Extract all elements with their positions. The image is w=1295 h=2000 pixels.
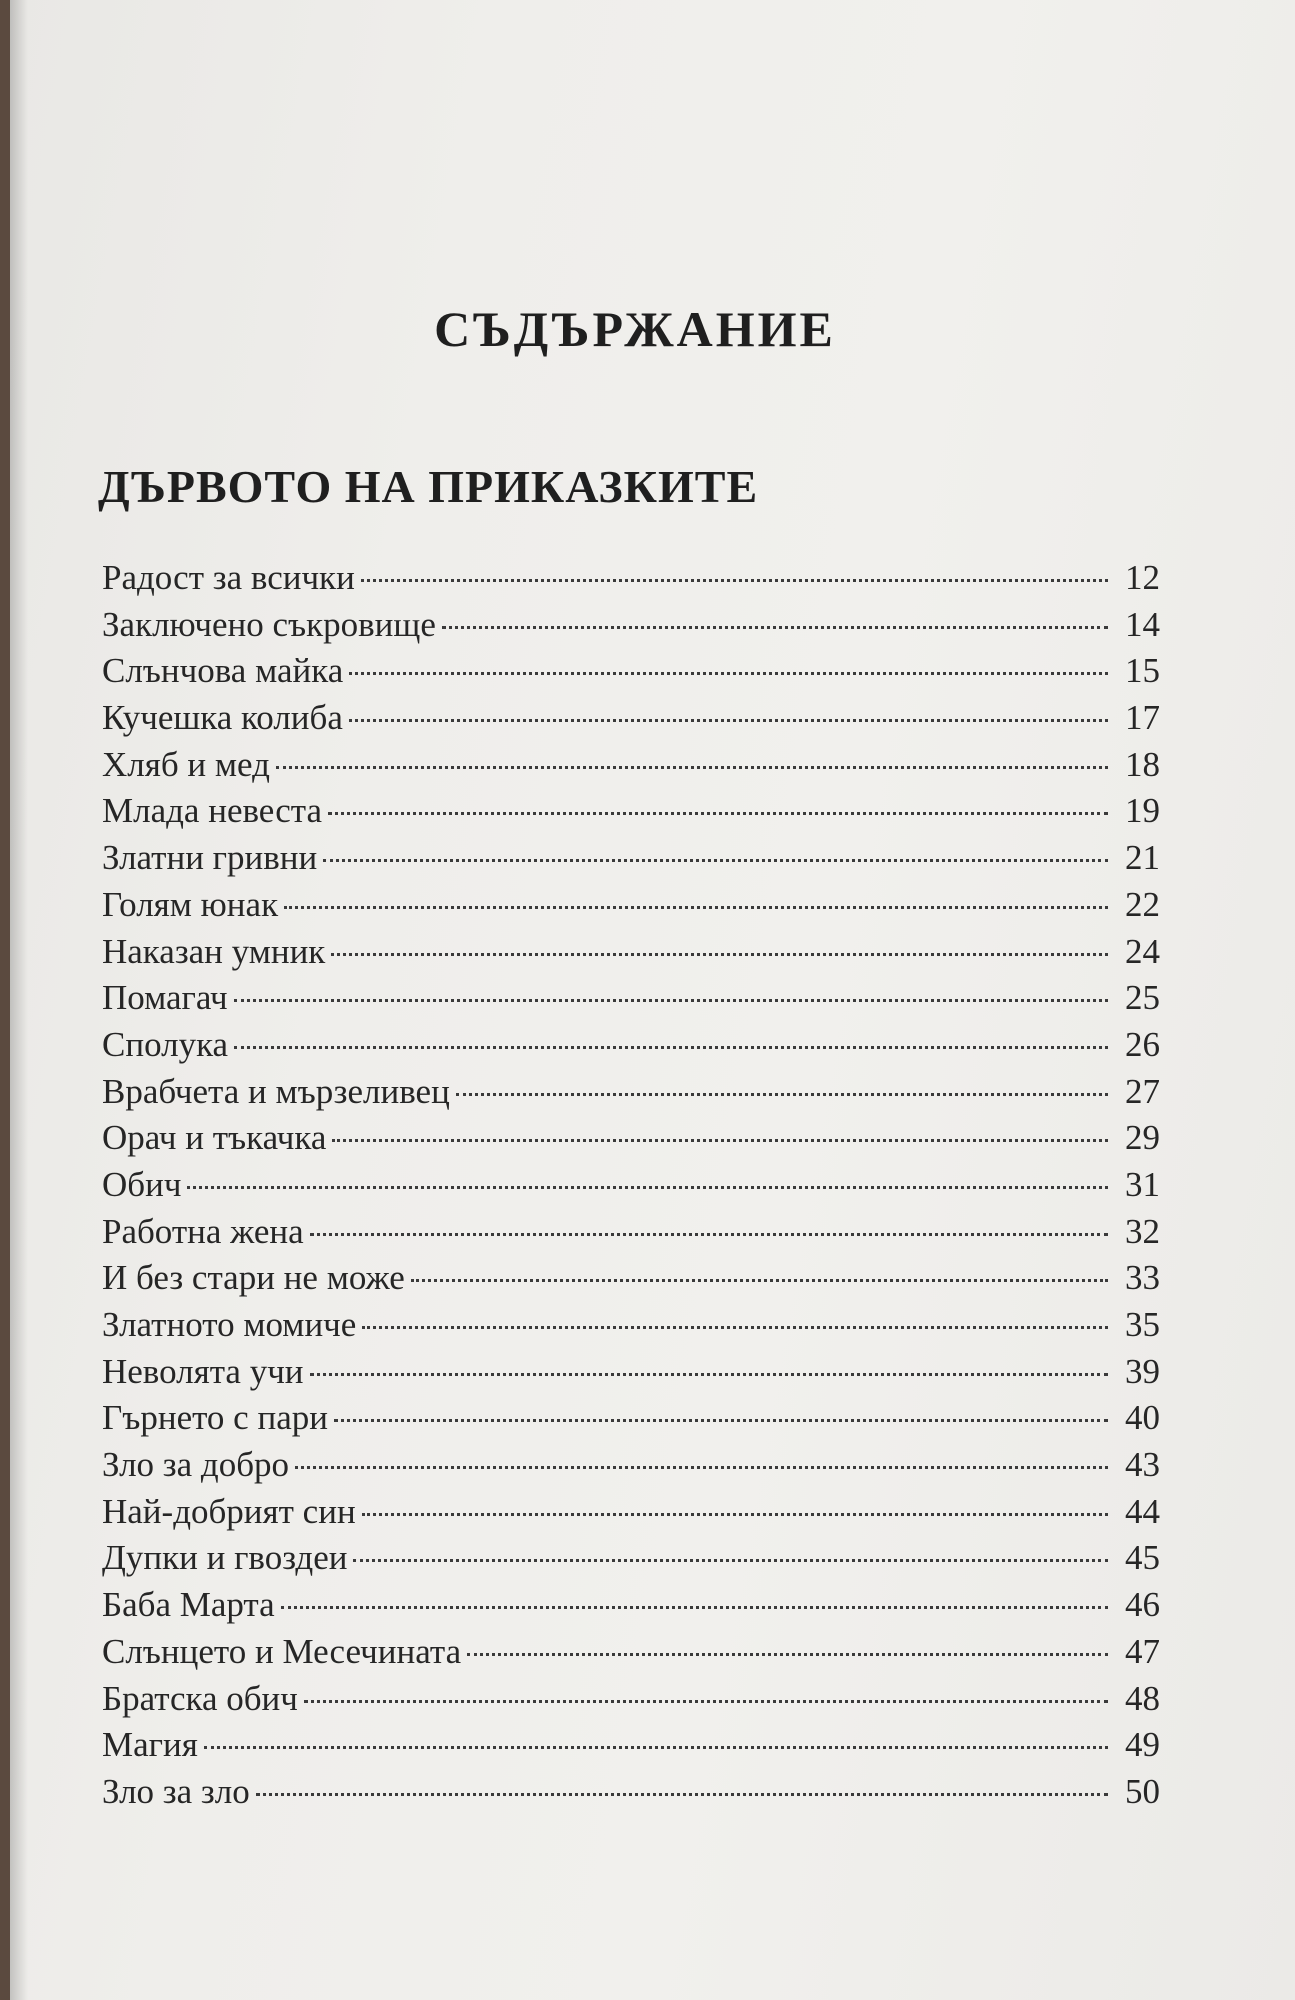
toc-entry [102, 1305, 1160, 1352]
toc-entry-title: Голям юнак [102, 884, 279, 924]
dot-leader [334, 1419, 1108, 1422]
table-of-contents [102, 558, 1160, 1819]
dot-leader [332, 1139, 1108, 1142]
dot-leader [456, 1093, 1108, 1096]
toc-entry [102, 1398, 1160, 1445]
section-title: ДЪРВОТО НА ПРИКАЗКИТЕ [98, 461, 759, 512]
toc-entry-page-number: 50 [1125, 1771, 1160, 1811]
toc-entry-title: Радост за всички [102, 558, 355, 597]
toc-entry [102, 978, 1160, 1025]
dot-leader [276, 766, 1108, 769]
toc-entry [102, 1492, 1160, 1539]
toc-entry-page-number: 43 [1125, 1445, 1160, 1485]
dot-leader [411, 1279, 1108, 1282]
toc-entry-title: Златни гривни [102, 838, 318, 878]
toc-entry-title: Хляб и мед [102, 744, 270, 784]
dot-leader [331, 953, 1108, 956]
toc-entry-page-number: 48 [1125, 1678, 1160, 1718]
toc-entry-page-number: 45 [1125, 1538, 1160, 1578]
toc-entry [102, 1445, 1160, 1492]
toc-entry [102, 1025, 1160, 1072]
toc-entry [102, 605, 1160, 652]
toc-entry-page-number: 32 [1125, 1211, 1160, 1251]
dot-leader [442, 626, 1108, 629]
dot-leader [361, 579, 1108, 582]
dot-leader [284, 906, 1108, 909]
toc-entry-page-number: 21 [1125, 838, 1160, 878]
toc-entry-page-number: 33 [1125, 1258, 1160, 1298]
toc-entry [102, 1725, 1160, 1772]
toc-entry [102, 1632, 1160, 1679]
toc-entry-page-number: 44 [1125, 1491, 1160, 1531]
toc-entry-title: Баба Марта [102, 1585, 275, 1625]
toc-entry-title: Магия [102, 1725, 198, 1765]
toc-entry-title: Зло за добро [102, 1445, 290, 1485]
toc-entry-page-number: 46 [1125, 1585, 1160, 1625]
toc-entry-page-number: 29 [1125, 1118, 1160, 1158]
toc-entry-title: Млада невеста [102, 791, 322, 831]
dot-leader [467, 1653, 1108, 1656]
dot-leader [349, 719, 1108, 722]
dot-leader [304, 1700, 1108, 1703]
toc-entry-title: Заключено съкровище [102, 604, 436, 644]
dot-leader [349, 672, 1108, 675]
toc-entry-page-number: 26 [1125, 1024, 1160, 1064]
toc-entry-title: Кучешка колиба [102, 698, 343, 738]
toc-entry [102, 885, 1160, 932]
toc-entry-title: Слънчова майка [102, 651, 344, 691]
toc-entry-title: Дупки и гвоздеи [102, 1538, 348, 1578]
toc-entry-title: Врабчета и мързеливец [102, 1071, 450, 1111]
dot-leader [310, 1233, 1108, 1236]
toc-entry [102, 1772, 1160, 1819]
toc-entry-page-number: 22 [1125, 884, 1160, 924]
toc-entry [102, 1212, 1160, 1259]
dot-leader [204, 1746, 1108, 1749]
toc-entry-page-number: 15 [1125, 651, 1160, 691]
toc-entry-title: Работна жена [102, 1211, 304, 1251]
toc-entry-title: Зло за зло [102, 1771, 250, 1811]
toc-entry-page-number: 49 [1125, 1725, 1160, 1765]
dot-leader [234, 1046, 1108, 1049]
toc-entry-title: Златното момиче [102, 1305, 357, 1344]
toc-entry [102, 1258, 1160, 1305]
dot-leader [353, 1559, 1108, 1562]
page-title: СЪДЪРЖАНИЕ [434, 301, 836, 357]
toc-entry-page-number: 25 [1125, 978, 1160, 1018]
dot-leader [281, 1606, 1108, 1609]
toc-entry-title: Слънцето и Месечината [102, 1631, 462, 1671]
toc-entry-title: Неволята учи [102, 1351, 304, 1391]
dot-leader [295, 1466, 1108, 1469]
toc-entry [102, 1585, 1160, 1632]
toc-entry [102, 698, 1160, 745]
toc-entry-page-number: 19 [1125, 791, 1160, 831]
dot-leader [310, 1373, 1108, 1376]
toc-entry-title: Наказан умник [102, 931, 326, 971]
toc-entry-page-number: 39 [1125, 1351, 1160, 1391]
toc-entry [102, 558, 1160, 605]
toc-entry [102, 1165, 1160, 1212]
toc-entry-title: Братска обич [102, 1678, 298, 1718]
toc-entry [102, 1352, 1160, 1399]
dot-leader [234, 999, 1108, 1002]
toc-entry-title: Най-добрият син [102, 1491, 356, 1531]
toc-entry-page-number: 40 [1125, 1398, 1160, 1438]
toc-entry-page-number: 24 [1125, 931, 1160, 971]
dot-leader [328, 812, 1108, 815]
dot-leader [187, 1186, 1108, 1189]
toc-entry-title: Обич [102, 1164, 182, 1204]
dot-leader [323, 859, 1108, 862]
toc-entry-page-number: 35 [1125, 1305, 1160, 1344]
toc-entry [102, 1538, 1160, 1585]
toc-entry-page-number: 47 [1125, 1631, 1160, 1671]
dot-leader [362, 1326, 1108, 1329]
toc-entry-page-number: 14 [1125, 604, 1160, 644]
toc-entry-title: Орач и тъкачка [102, 1118, 327, 1158]
toc-entry-page-number: 31 [1125, 1164, 1160, 1204]
toc-entry-page-number: 12 [1125, 558, 1160, 597]
toc-entry-title: Помагач [102, 978, 228, 1018]
toc-entry [102, 1118, 1160, 1165]
dot-leader [362, 1513, 1108, 1516]
toc-entry-title: И без стари не може [102, 1258, 405, 1298]
book-page [10, 0, 1295, 2000]
toc-entry [102, 651, 1160, 698]
toc-entry-title: Гърнето с пари [102, 1398, 328, 1438]
toc-entry [102, 1072, 1160, 1119]
toc-entry [102, 1679, 1160, 1726]
toc-entry [102, 932, 1160, 979]
toc-entry-page-number: 18 [1125, 744, 1160, 784]
toc-entry [102, 791, 1160, 838]
toc-entry-title: Сполука [102, 1024, 229, 1064]
toc-entry [102, 838, 1160, 885]
toc-entry-page-number: 17 [1125, 698, 1160, 738]
toc-entry [102, 745, 1160, 792]
toc-entry-page-number: 27 [1125, 1071, 1160, 1111]
dot-leader [256, 1793, 1108, 1796]
